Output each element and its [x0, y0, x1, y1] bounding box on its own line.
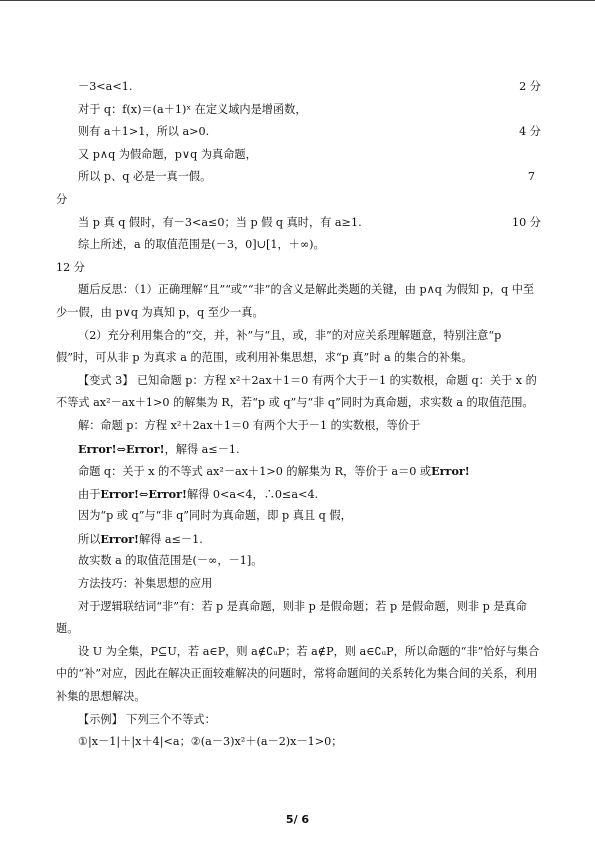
variant-problem: 【变式 3】 已知命题 p：方程 x²＋2ax＋1＝0 有两个大于－1 的实数根，命题 q：关于 x 的不等式 ax²－ax＋1>0 的解集为 R，若“p 或 q”与“非 q”同时为真命题，求实数 a 的取值范围。 [56, 373, 537, 410]
header-rule [0, 0, 595, 1]
line-text: 综上所述，a 的取值范围是(－3，0]∪[1，＋∞)。 [78, 238, 325, 252]
line-text: 命题 q：关于 x 的不等式 ax²－ax＋1>0 的解集为 R，等价于 a＝0 或 [78, 465, 432, 479]
score-mark: 2 分 [519, 80, 541, 93]
line-text: 所以 p、q 必是一真一假。 [78, 170, 212, 184]
line-text: 因为“p 或 q”与“非 q”同时为真命题，即 p 真且 q 假， [78, 509, 352, 523]
logic-paragraph: 对于逻辑联结词“非”有：若 p 是真命题，则非 p 是假命题；若 p 是假命题，则非 p 是真命题。 [56, 599, 527, 636]
solution-line [56, 550, 541, 573]
text-line [56, 121, 541, 144]
score-mark: 7 [527, 170, 535, 184]
inequality-line [56, 731, 541, 754]
document-body [56, 76, 541, 754]
solution-line [56, 460, 541, 483]
error-placeholder: Error! [100, 531, 139, 546]
score-mark: 10 分 [512, 215, 541, 229]
line-text: 解：命题 p：方程 x²＋2ax＋1＝0 有两个大于－1 的实数根，等价于 [78, 418, 421, 432]
line-text: 又 p∧q 为假命题，p∨q 为真命题， [78, 147, 257, 161]
error-placeholder: Error! [125, 441, 165, 456]
text-line [56, 144, 541, 167]
solution-line [56, 528, 541, 551]
score-mark: 4 分 [519, 125, 541, 139]
equivalence-symbol: ⇔ [116, 442, 126, 456]
page-number: 5/ 6 [285, 813, 310, 826]
reflection-paragraph-2: （2）充分利用集合的“交，并，补”与“且，或，非”的对应关系理解题意，特别注意“p 假”时，可从非 p 为真求 a 的范围，或利用补集思想，求“p 真”时 a 的集合的补集。 [56, 328, 502, 365]
line-text: ①|x－1|＋|x＋4|<a；②(a－3)x²＋(a－2)x－1>0； [78, 735, 343, 749]
complement-paragraph: 设 U 为全集，P⊆U，若 a∈P，则 a∉∁ᵤP；若 a∉P，则 a∈∁ᵤP，所以命题的“非”恰好与集合中的“补”对应，因此在解决正面较难解决的问题时，常将命题间的关系转化为集合间的关系，利用补集的思想解决。 [56, 644, 540, 704]
example-heading [56, 709, 541, 732]
text-line [56, 99, 541, 122]
line-text: 当 p 真 q 假时，有－3<a≤0；当 p 假 q 真时，有 a≥1. [78, 215, 362, 229]
text-line [56, 257, 541, 280]
error-placeholder: Error! [100, 486, 139, 501]
equivalence-symbol: ⇔ [138, 487, 149, 501]
line-text: 解得 0<a<4，∴0≤a<4. [186, 487, 319, 501]
reflection-paragraph-1: 题后反思：（1）正确理解“且”“或”“非”的含义是解此类题的关键，由 p∧q 为假知 p，q 中至少一假，由 p∨q 为真知 p，q 至少一真。 [56, 283, 535, 319]
line-text: ，解得 a≤－1. [164, 442, 240, 456]
line-text: 方法技巧：补集思想的应用 [78, 577, 213, 591]
line-text: 解得 a≤－1. [138, 532, 203, 546]
line-text: －3<a<1. [78, 80, 133, 93]
line-text: 所以 [78, 532, 101, 546]
error-placeholder: Error! [431, 464, 470, 479]
section-heading [56, 573, 541, 596]
text-line [56, 189, 541, 212]
line-text: 则有 a＋1>1，所以 a>0. [78, 125, 210, 139]
line-text: 12 分 [56, 260, 85, 274]
solution-line [56, 505, 541, 528]
text-line [56, 212, 541, 235]
solution-line [56, 415, 541, 438]
line-text: 【示例】 下列三个不等式： [78, 712, 216, 726]
error-placeholder: Error! [148, 486, 187, 501]
line-text: 故实数 a 的取值范围是(－∞，－1]。 [78, 554, 263, 568]
solution-line [56, 438, 541, 461]
line-text: 分 [56, 192, 68, 206]
text-line [56, 76, 541, 99]
solution-line [56, 483, 541, 506]
text-line [56, 234, 541, 257]
line-text: 由于 [78, 487, 101, 501]
error-placeholder: Error! [78, 441, 117, 456]
line-text: 对于 q：f(x)＝(a＋1)ˣ 在定义域内是增函数， [78, 102, 307, 116]
text-line [56, 166, 541, 189]
